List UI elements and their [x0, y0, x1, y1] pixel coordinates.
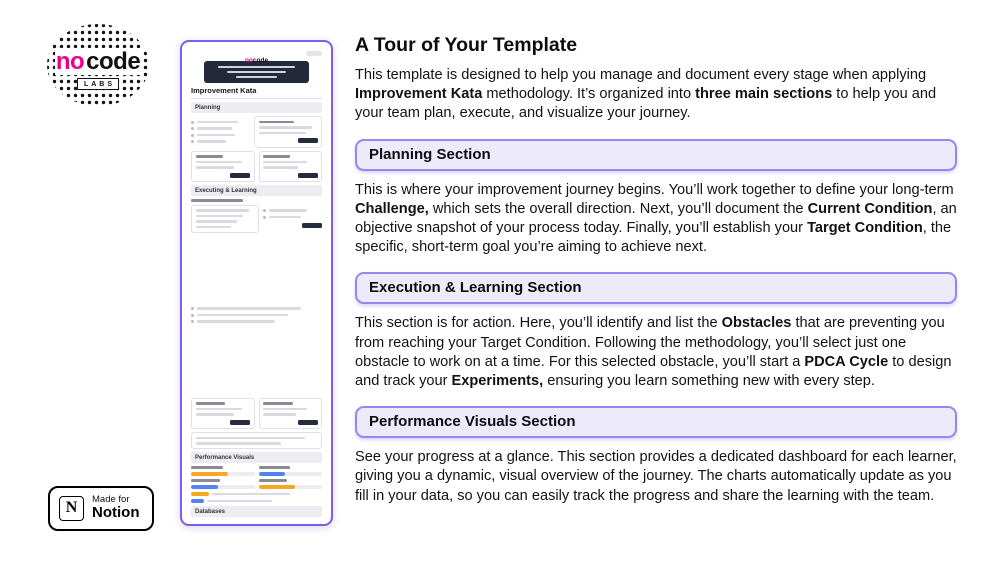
section-body-performance: See your progress at a glance. This section provides a dedicated dashboard for each learner, giving you a dynamic, visual overview of the journey. The charts automatically update as you fill in your data, so you can easily track the progress and share the learning with the team. [355, 449, 957, 504]
preview-page-title: Improvement Kata [191, 86, 257, 95]
preview-exec-row-1 [191, 205, 322, 233]
preview-section-label-databases: Databases [191, 506, 322, 517]
preview-mini-button [230, 173, 250, 178]
made-for-notion-badge[interactable] [48, 486, 154, 531]
preview-card [254, 116, 322, 148]
preview-card [259, 398, 323, 430]
preview-list [263, 205, 322, 233]
orange-chip [191, 492, 209, 496]
nocode-labs-logo [44, 22, 152, 108]
section-heading-execution: Execution & Learning Section [355, 272, 957, 304]
preview-chart [191, 466, 255, 476]
preview-card [191, 151, 255, 183]
preview-legend-row [191, 499, 322, 503]
preview-mini-button [298, 420, 318, 425]
tour-content [355, 34, 957, 506]
blue-chip [191, 499, 204, 503]
preview-section-label-performance: Performance Visuals [191, 452, 322, 463]
preview-card [191, 205, 259, 233]
preview-chart [191, 479, 255, 489]
section-heading-planning: Planning Section [355, 139, 957, 171]
preview-wide-card [191, 432, 322, 449]
preview-cover-card [204, 61, 309, 83]
blue-bar-chart [191, 485, 255, 489]
preview-charts-row-1 [191, 466, 322, 476]
logo-code: code [86, 48, 141, 75]
preview-logo: nocode [244, 57, 269, 64]
orange-bar-chart [191, 472, 255, 476]
preview-header [191, 49, 322, 64]
preview-card [259, 151, 323, 183]
preview-section-label-executing: Executing & Learning [191, 185, 322, 196]
notion-badge-text [92, 495, 139, 522]
preview-exec-row-2 [191, 398, 322, 430]
preview-legend-row [191, 492, 322, 496]
preview-mini-button [302, 223, 322, 228]
preview-chart [259, 479, 323, 489]
logo-labs-tag: LABS [77, 78, 119, 90]
preview-mini-button [298, 173, 318, 178]
preview-list [191, 116, 250, 148]
orange-bar-chart [259, 485, 323, 489]
blue-bar-chart [259, 472, 323, 476]
section-heading-performance: Performance Visuals Section [355, 406, 957, 438]
page-title: A Tour of Your Template [355, 34, 578, 56]
preview-divider [191, 98, 322, 99]
preview-subsection-label [191, 199, 243, 202]
preview-obstacle-list [191, 236, 322, 395]
made-for-label: Made for [92, 494, 130, 505]
logo-no: no [55, 48, 85, 75]
notion-logo-icon: N [59, 496, 84, 521]
preview-cover-line [236, 76, 277, 78]
preview-cover-line [218, 66, 295, 68]
preview-section-label-planning: Planning [191, 102, 322, 113]
preview-planning-row-2 [191, 151, 322, 183]
notion-label: Notion [92, 504, 140, 522]
section-body-planning: This is where your improvement journey begins. You’ll work together to define your long-term Challenge, which sets the overall direction. Next, you’ll document the Current Condition, an objective snapshot of your process today. Finally, you’ll establish your Target Condition, the specific, short-term goal you’re aiming to achieve next. [355, 181, 957, 256]
preview-chart [259, 466, 323, 476]
preview-charts-row-2 [191, 479, 322, 489]
tour-intro: This template is designed to help you manage and document every stage when applying Improvement Kata methodology. It’s organized into three main sections to help you and your team plan, execute, and visualize your journey. [355, 67, 937, 122]
preview-mini-button [230, 420, 250, 425]
preview-planning-row-1 [191, 116, 322, 148]
section-body-execution: This section is for action. Here, you’ll identify and list the Obstacles that are preventing you from reaching your Target Condition. Following the methodology, you’ll select just one obstacle to work on at a time. For this selected obstacle, you’ll start a PDCA Cycle to design and track your Experiments, ensuring you learn something new with every step. [355, 315, 952, 390]
preview-mini-button [298, 138, 318, 143]
preview-share-pill [306, 51, 322, 56]
logo-wordmark [44, 50, 152, 74]
preview-card [191, 398, 255, 430]
preview-cover-line [227, 71, 286, 73]
template-preview-thumbnail [180, 40, 333, 526]
